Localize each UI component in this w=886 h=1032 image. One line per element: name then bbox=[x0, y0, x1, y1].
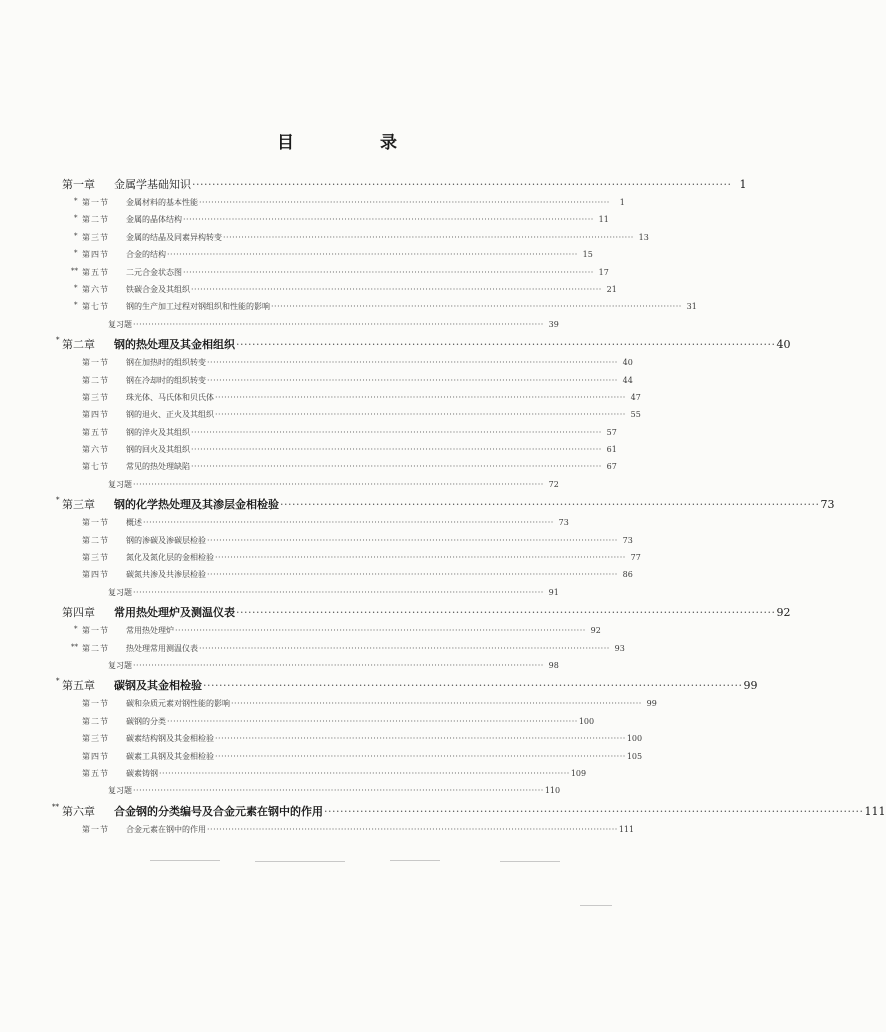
section-number: 第七节 bbox=[82, 462, 109, 472]
toc-section-row[interactable] bbox=[62, 357, 633, 374]
section-title: 金属的结晶及同素异构转变 bbox=[126, 232, 222, 242]
page-number: 100 bbox=[578, 716, 595, 726]
toc-chapter-row[interactable] bbox=[62, 176, 747, 197]
section-title: 碳钢的分类 bbox=[126, 716, 166, 726]
chapter-title: 金属学基础知识 bbox=[114, 178, 191, 191]
section-marker: * bbox=[74, 301, 78, 310]
toc-section-row[interactable] bbox=[62, 444, 617, 461]
section-label bbox=[62, 569, 206, 580]
page-title: 目 录 bbox=[277, 133, 437, 153]
page-number: 44 bbox=[622, 375, 633, 385]
page-number: 77 bbox=[630, 553, 641, 563]
page-number: 55 bbox=[630, 410, 641, 420]
leader-dots bbox=[223, 233, 634, 242]
toc-section-row[interactable] bbox=[62, 768, 587, 785]
toc-chapter-row[interactable] bbox=[56, 496, 835, 517]
section-title: 钢在冷却时的组织转变 bbox=[126, 375, 206, 385]
leader-dots bbox=[191, 285, 602, 294]
leader-dots bbox=[231, 699, 642, 708]
page-number: 73 bbox=[622, 535, 633, 545]
section-number: 第三节 bbox=[82, 734, 109, 744]
section-number: 第五节 bbox=[82, 427, 109, 437]
section-title: 碳素工具钢及其金相检验 bbox=[126, 751, 214, 761]
page-number: 11 bbox=[598, 215, 609, 225]
leader-dots bbox=[207, 570, 618, 579]
section-number: 第二节 bbox=[82, 535, 109, 545]
section-label bbox=[62, 643, 198, 654]
section-marker: * bbox=[74, 249, 78, 258]
toc-chapter-row[interactable] bbox=[56, 677, 758, 698]
leader-dots bbox=[133, 786, 544, 795]
scan-noise-line bbox=[150, 860, 220, 861]
leader-dots bbox=[215, 752, 626, 761]
leader-dots bbox=[215, 393, 626, 402]
toc-section-row[interactable] bbox=[62, 751, 643, 768]
leader-dots bbox=[207, 376, 618, 385]
leader-dots bbox=[271, 302, 682, 311]
leader-dots bbox=[191, 445, 602, 454]
page-number: 111 bbox=[864, 804, 886, 818]
toc-section-row[interactable] bbox=[62, 409, 641, 426]
section-number: 第七节 bbox=[82, 302, 109, 312]
toc-review-row[interactable] bbox=[62, 319, 559, 336]
leader-dots bbox=[133, 661, 544, 670]
chapter-marker: * bbox=[56, 336, 60, 345]
section-title: 铁碳合金及其组织 bbox=[126, 284, 190, 294]
section-marker: * bbox=[74, 283, 78, 292]
section-number: 第一节 bbox=[82, 626, 109, 636]
section-title: 钢的淬火及其组织 bbox=[126, 427, 190, 437]
page-number: 40 bbox=[776, 338, 791, 352]
leader-dots bbox=[207, 825, 618, 834]
chapter-number: 第三章 bbox=[62, 498, 95, 512]
section-label bbox=[62, 284, 190, 295]
section-label bbox=[62, 375, 206, 386]
section-label bbox=[62, 427, 190, 438]
leader-dots bbox=[183, 215, 594, 224]
table-of-contents bbox=[52, 176, 886, 841]
section-number: 第三节 bbox=[82, 232, 109, 242]
toc-section-row[interactable] bbox=[62, 461, 617, 478]
section-title: 合金元素在钢中的作用 bbox=[126, 824, 206, 834]
page-number: 93 bbox=[614, 643, 625, 653]
section-number: 第六节 bbox=[82, 284, 109, 294]
leader-dots bbox=[133, 588, 544, 597]
section-title: 概述 bbox=[126, 518, 142, 528]
page-number: 92 bbox=[776, 606, 791, 620]
section-title: 常用热处理炉 bbox=[126, 626, 174, 636]
section-label bbox=[62, 517, 142, 528]
page-number: 110 bbox=[544, 786, 561, 796]
section-number: 第二节 bbox=[82, 375, 109, 385]
section-marker: * bbox=[74, 231, 78, 240]
section-title: 金属的晶体结构 bbox=[126, 215, 182, 225]
leader-dots bbox=[199, 644, 610, 653]
toc-section-row[interactable] bbox=[62, 535, 633, 552]
toc-section-row[interactable] bbox=[62, 716, 595, 733]
toc-section-row[interactable] bbox=[62, 824, 635, 841]
page-number: 100 bbox=[626, 734, 643, 744]
section-label bbox=[62, 197, 198, 208]
page-number: 1 bbox=[619, 198, 625, 207]
page-number: 39 bbox=[548, 319, 559, 329]
leader-dots bbox=[192, 178, 732, 191]
section-label bbox=[62, 535, 206, 546]
section-label bbox=[62, 357, 206, 368]
section-label bbox=[62, 698, 230, 709]
page-number: 99 bbox=[646, 699, 657, 709]
review-title: 复习题 bbox=[108, 786, 132, 796]
section-number: 第四节 bbox=[82, 570, 109, 580]
section-title: 钢的退火、正火及其组织 bbox=[126, 410, 214, 420]
leader-dots bbox=[183, 268, 594, 277]
section-title: 合金的结构 bbox=[126, 250, 166, 260]
section-title: 氮化及氮化层的金相检验 bbox=[126, 553, 214, 563]
page-number: 111 bbox=[618, 824, 635, 834]
page-number: 72 bbox=[548, 479, 559, 489]
toc-section-row[interactable] bbox=[62, 517, 569, 534]
page-number: 31 bbox=[686, 302, 697, 312]
section-number: 第三节 bbox=[82, 392, 109, 402]
page-number: 86 bbox=[622, 570, 633, 580]
page-number: 40 bbox=[622, 358, 633, 368]
page-number: 73 bbox=[558, 518, 569, 528]
leader-dots bbox=[215, 410, 626, 419]
toc-section-row[interactable] bbox=[62, 249, 593, 266]
section-label bbox=[62, 625, 174, 636]
toc-section-row[interactable] bbox=[62, 552, 641, 569]
chapter-title: 碳钢及其金相检验 bbox=[114, 679, 202, 693]
page-number: 92 bbox=[590, 626, 601, 636]
section-number: 第五节 bbox=[82, 768, 109, 778]
section-marker: * bbox=[74, 625, 78, 634]
scan-noise-line bbox=[500, 861, 560, 862]
section-number: 第三节 bbox=[82, 553, 109, 563]
section-number: 第四节 bbox=[82, 250, 109, 260]
page-number: 98 bbox=[548, 660, 559, 670]
review-title: 复习题 bbox=[108, 660, 132, 670]
page-number: 99 bbox=[743, 679, 758, 693]
section-label bbox=[62, 751, 214, 762]
toc-chapter-row[interactable] bbox=[56, 336, 791, 357]
toc-review-row[interactable] bbox=[62, 660, 559, 677]
section-number: 第二节 bbox=[82, 215, 109, 225]
section-label bbox=[62, 461, 190, 472]
section-title: 二元合金状态图 bbox=[126, 267, 182, 277]
toc-section-row[interactable] bbox=[62, 392, 641, 409]
scan-noise-line bbox=[255, 861, 345, 862]
chapter-number: 第二章 bbox=[62, 338, 95, 352]
leader-dots bbox=[207, 536, 618, 545]
review-title: 复习题 bbox=[108, 319, 132, 329]
section-label bbox=[62, 444, 190, 455]
leader-dots bbox=[236, 338, 776, 351]
section-title: 金属材料的基本性能 bbox=[126, 198, 198, 207]
leader-dots bbox=[143, 518, 554, 527]
section-number: 第一节 bbox=[82, 699, 109, 709]
section-title: 碳素铸钢 bbox=[126, 768, 158, 778]
section-title: 常见的热处理缺陷 bbox=[126, 462, 190, 472]
section-label bbox=[62, 409, 214, 420]
section-title: 碳和杂质元素对钢性能的影响 bbox=[126, 699, 230, 709]
leader-dots bbox=[215, 553, 626, 562]
section-label bbox=[62, 214, 182, 225]
page-number: 47 bbox=[630, 392, 641, 402]
toc-section-row[interactable] bbox=[62, 642, 625, 660]
section-number: 第五节 bbox=[82, 267, 109, 277]
chapter-number: 第五章 bbox=[62, 679, 95, 693]
toc-section-row[interactable] bbox=[62, 698, 657, 715]
toc-section-row[interactable] bbox=[62, 266, 609, 284]
page-number: 91 bbox=[548, 587, 559, 597]
section-marker: * bbox=[74, 214, 78, 223]
toc-chapter-row[interactable] bbox=[62, 604, 791, 625]
leader-dots bbox=[324, 805, 864, 818]
chapter-marker: * bbox=[56, 677, 60, 686]
section-label bbox=[62, 552, 214, 563]
toc-review-row[interactable] bbox=[62, 479, 559, 496]
chapter-number: 第一章 bbox=[62, 178, 95, 191]
leader-dots bbox=[215, 734, 626, 743]
leader-dots bbox=[167, 717, 578, 726]
toc-section-row[interactable] bbox=[62, 427, 617, 444]
scan-noise-line bbox=[390, 860, 440, 861]
section-title: 钢的渗碳及渗碳层检验 bbox=[126, 535, 206, 545]
chapter-title: 常用热处理炉及测温仪表 bbox=[114, 606, 235, 620]
section-title: 热处理常用测温仪表 bbox=[126, 643, 198, 653]
page-number: 61 bbox=[606, 445, 617, 455]
section-title: 钢的回火及其组织 bbox=[126, 445, 190, 455]
section-number: 第一节 bbox=[82, 824, 109, 834]
section-title: 珠光体、马氏体和贝氏体 bbox=[126, 392, 214, 402]
toc-chapter-row[interactable] bbox=[52, 802, 886, 824]
leader-dots bbox=[199, 198, 610, 207]
section-title: 碳素结构钢及其金相检验 bbox=[126, 734, 214, 744]
scan-noise-line bbox=[580, 905, 612, 906]
review-title: 复习题 bbox=[108, 587, 132, 597]
leader-dots bbox=[133, 480, 544, 489]
section-title: 钢在加热时的组织转变 bbox=[126, 358, 206, 368]
toc-section-row[interactable] bbox=[62, 197, 625, 214]
toc-section-row[interactable] bbox=[62, 569, 633, 586]
page-number: 21 bbox=[606, 284, 617, 294]
section-label bbox=[62, 267, 182, 278]
leader-dots bbox=[133, 320, 544, 329]
chapter-number: 第六章 bbox=[62, 804, 95, 818]
chapter-marker: * bbox=[56, 496, 60, 505]
toc-section-row[interactable] bbox=[62, 231, 649, 249]
chapter-marker: ** bbox=[52, 802, 59, 811]
section-number: 第一节 bbox=[82, 198, 109, 207]
leader-dots bbox=[236, 606, 776, 619]
section-marker: * bbox=[74, 197, 78, 205]
toc-section-row[interactable] bbox=[62, 301, 697, 318]
section-label bbox=[62, 716, 166, 727]
leader-dots bbox=[167, 250, 578, 259]
page-number: 57 bbox=[606, 427, 617, 437]
section-number: 第一节 bbox=[82, 358, 109, 368]
section-label bbox=[62, 768, 158, 779]
toc-section-row[interactable] bbox=[62, 375, 633, 392]
page-number: 73 bbox=[820, 498, 835, 512]
section-label bbox=[62, 232, 222, 243]
section-label bbox=[62, 301, 270, 312]
chapter-title: 钢的化学热处理及其渗层金相检验 bbox=[114, 498, 279, 512]
page-number: 1 bbox=[739, 178, 747, 191]
section-number: 第二节 bbox=[82, 716, 109, 726]
leader-dots bbox=[191, 462, 602, 471]
section-label bbox=[62, 824, 206, 835]
page-number: 17 bbox=[598, 267, 609, 277]
review-title: 复习题 bbox=[108, 479, 132, 489]
section-number: 第六节 bbox=[82, 445, 109, 455]
leader-dots bbox=[203, 679, 743, 692]
leader-dots bbox=[175, 626, 586, 635]
chapter-title: 钢的热处理及其金相组织 bbox=[114, 338, 235, 352]
page-number: 15 bbox=[582, 250, 593, 260]
leader-dots bbox=[280, 498, 820, 511]
toc-review-row[interactable] bbox=[62, 587, 559, 604]
section-label bbox=[62, 392, 214, 403]
page-number: 67 bbox=[606, 462, 617, 472]
section-number: 第二节 bbox=[82, 643, 109, 653]
toc-review-row[interactable] bbox=[62, 785, 561, 802]
toc-section-row[interactable] bbox=[62, 733, 643, 750]
section-marker: ** bbox=[71, 642, 78, 651]
page-number: 105 bbox=[626, 751, 643, 761]
leader-dots bbox=[191, 428, 602, 437]
leader-dots bbox=[207, 358, 618, 367]
section-title: 碳氮共渗及共渗层检验 bbox=[126, 570, 206, 580]
page-number: 13 bbox=[638, 232, 649, 242]
section-number: 第四节 bbox=[82, 410, 109, 420]
page-number: 109 bbox=[570, 768, 587, 778]
leader-dots bbox=[159, 769, 570, 778]
section-label bbox=[62, 733, 214, 744]
toc-section-row[interactable] bbox=[62, 214, 609, 231]
section-number: 第四节 bbox=[82, 751, 109, 761]
section-number: 第一节 bbox=[82, 518, 109, 528]
toc-section-row[interactable] bbox=[62, 283, 617, 301]
section-title: 钢的生产加工过程对钢组织和性能的影响 bbox=[126, 302, 270, 312]
section-marker: ** bbox=[71, 266, 78, 275]
chapter-title: 合金钢的分类编号及合金元素在钢中的作用 bbox=[114, 804, 323, 818]
chapter-number: 第四章 bbox=[62, 606, 95, 620]
toc-section-row[interactable] bbox=[62, 625, 601, 642]
